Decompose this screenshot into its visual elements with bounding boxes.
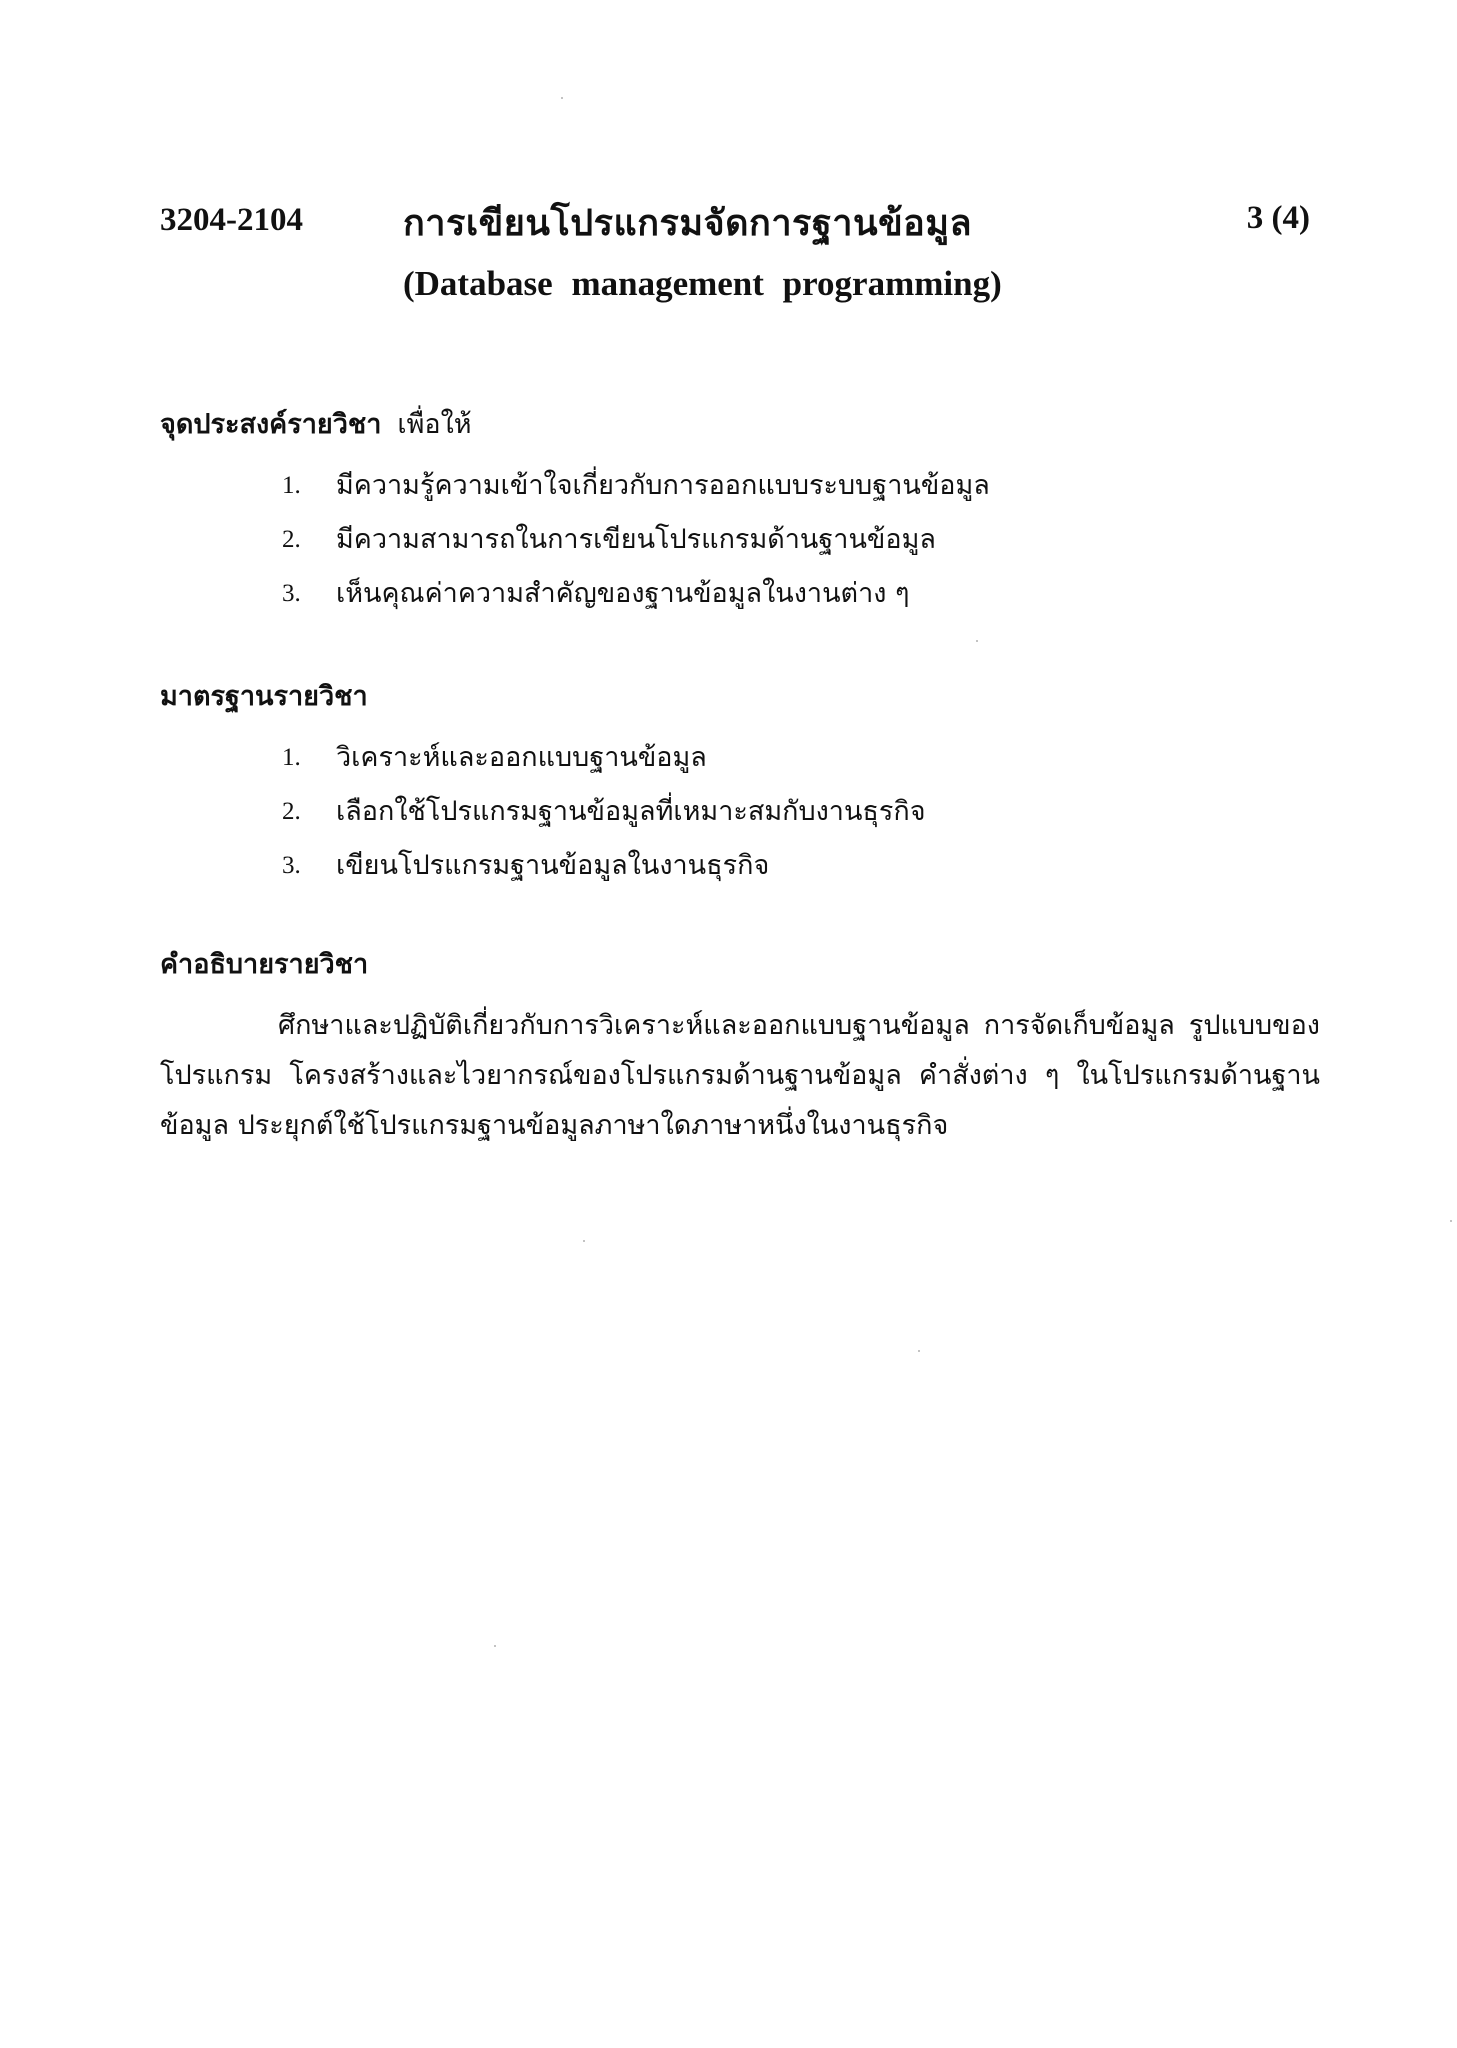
- description-section: [160, 945, 1320, 1178]
- list-item-text: มีความสามารถในการเขียนโปรแกรมด้านฐานข้อมูล: [336, 524, 936, 555]
- scan-speck: [976, 640, 978, 642]
- scan-speck: [494, 1645, 496, 1647]
- scan-speck: [1450, 1220, 1452, 1222]
- objectives-heading-label: จุดประสงค์รายวิชา: [160, 409, 382, 440]
- list-item: [160, 567, 1320, 621]
- list-item: [160, 839, 1320, 893]
- list-item: [160, 731, 1320, 785]
- scan-speck: [918, 1350, 920, 1352]
- objectives-heading-suffix: เพื่อให้: [397, 409, 472, 440]
- course-title-thai: การเขียนโปรแกรมจัดการฐานข้อมูล: [403, 202, 973, 244]
- list-item-text: เลือกใช้โปรแกรมฐานข้อมูลที่เหมาะสมกับงานธุรกิจ: [336, 796, 926, 827]
- course-code: 3204-2104: [160, 202, 303, 238]
- standards-heading: มาตรฐานรายวิชา: [160, 681, 368, 712]
- course-credits: 3 (4): [1246, 200, 1310, 236]
- list-item-text: เขียนโปรแกรมฐานข้อมูลในงานธุรกิจ: [336, 850, 770, 881]
- scan-speck: [561, 97, 563, 99]
- list-item-text: วิเคราะห์และออกแบบฐานข้อมูล: [336, 742, 707, 773]
- list-item-number: 2.: [282, 798, 301, 825]
- description-heading: คำอธิบายรายวิชา: [160, 949, 369, 980]
- list-item-number: 1.: [282, 744, 301, 771]
- list-item: [160, 513, 1320, 567]
- list-item-text: มีความรู้ความเข้าใจเกี่ยวกับการออกแบบระบบฐานข้อมูล: [336, 470, 990, 501]
- standards-section: [160, 677, 1320, 893]
- objectives-list: [160, 459, 1320, 621]
- objectives-heading: [160, 405, 1320, 445]
- list-item: [160, 459, 1320, 513]
- list-item-text: เห็นคุณค่าความสำคัญของฐานข้อมูลในงานต่าง ๆ: [336, 578, 910, 609]
- objectives-section: [160, 405, 1320, 621]
- list-item: [160, 785, 1320, 839]
- scan-speck: [583, 1240, 585, 1242]
- course-header: [160, 192, 1310, 252]
- course-title-english: (Database management programming): [403, 264, 1002, 303]
- list-item-number: 3.: [282, 580, 301, 607]
- standards-list: [160, 731, 1320, 893]
- list-item-number: 3.: [282, 852, 301, 879]
- description-paragraph: ศึกษาและปฏิบัติเกี่ยวกับการวิเคราะห์และออกแบบฐานข้อมูล การจัดเก็บข้อมูล รูปแบบของโปรแกรม โครงสร้างและไวยากรณ์ของโปรแกรมด้านฐานข้อมูล คำสั่งต่าง ๆ ในโปรแกรมด้านฐานข้อมูล ประยุกต์ใช้โปรแกรมฐานข้อมูลภาษาใดภาษาหนึ่งในงานธุรกิจ: [160, 1010, 1320, 1141]
- list-item-number: 2.: [282, 526, 301, 553]
- list-item-number: 1.: [282, 472, 301, 499]
